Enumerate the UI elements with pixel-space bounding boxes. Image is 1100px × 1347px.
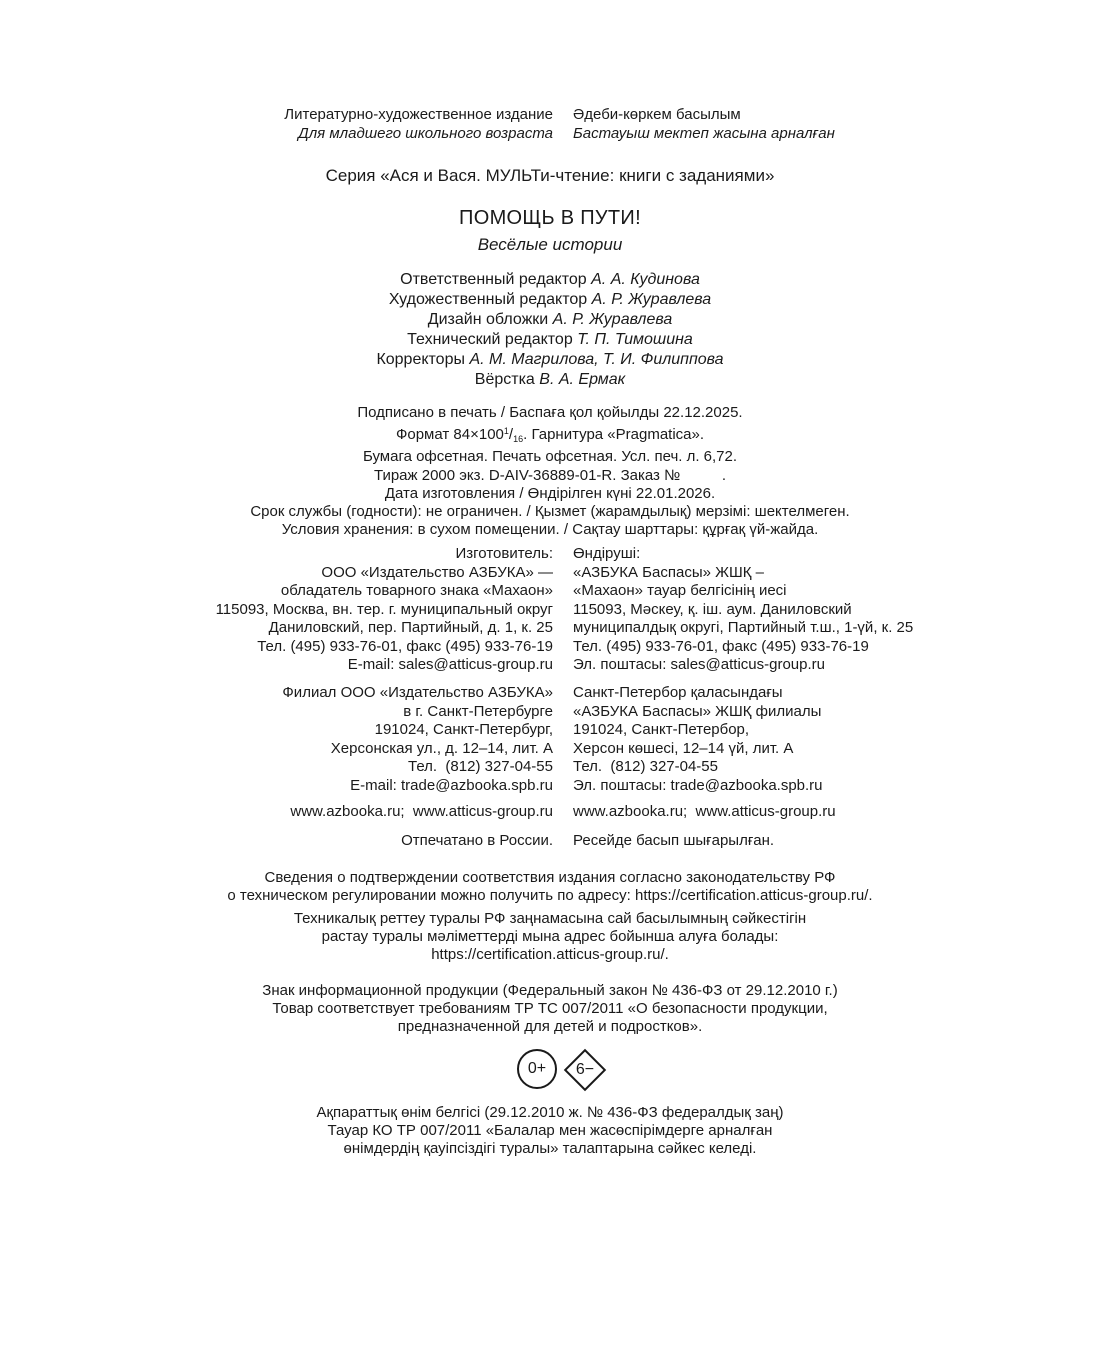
- info-kz-line: Ақпараттық өнім белгісі (29.12.2010 ж. № 436-ФЗ федералдық заң): [316, 1104, 784, 1121]
- format-numerator: 1: [503, 426, 509, 437]
- credit-role: Дизайн обложки: [427, 311, 549, 328]
- branch-ru-email: E-mail: trade@azbooka.spb.ru: [350, 776, 553, 794]
- format-prefix: Формат 84×100: [395, 426, 504, 444]
- certification-kz-line: https://certification.atticus-group.ru/.: [431, 946, 669, 964]
- credit-line: [0, 290, 1100, 310]
- info-product-kz: [0, 1104, 1100, 1159]
- branch-ru-line: 191024, Санкт-Петербург,: [374, 721, 553, 738]
- credit-line: [0, 270, 1100, 290]
- credits-block: [0, 270, 1100, 390]
- format-suffix: . Гарнитура «Pragmatica».: [523, 426, 705, 444]
- manufacturer-kz-line: Өндіруші:: [573, 545, 641, 562]
- format-separator: /: [508, 426, 514, 444]
- printed-kz: Ресейде басып шығарылған.: [573, 832, 775, 849]
- manufacturer-ru-line: Даниловский, пер. Партийный, д. 1, к. 25: [268, 619, 553, 636]
- info-ru-line: Товар соответствует требованиям ТР ТС 007/2011 «О безопасности продукции,: [272, 1000, 828, 1018]
- format-line: [0, 422, 1100, 448]
- web-ru: www.azbooka.ru; www.atticus-group.ru: [290, 803, 553, 820]
- signed-date: Подписано в печать / Баспаға қол қойылды 22.12.2025.: [357, 404, 743, 421]
- info-ru-line: Знак информационной продукции (Федеральный закон № 436-ФЗ от 29.12.2010 г.): [262, 982, 838, 999]
- credit-name: А. М. Магрилова, Т. И. Филиппова: [469, 351, 724, 368]
- edition-type-kz-line: Әдеби-көркем басылым: [573, 106, 741, 123]
- branch-kz-line: Санкт-Петербор қаласындағы: [573, 684, 783, 701]
- manufacturer-kz-line: «АЗБУКА Баспасы» ЖШҚ –: [573, 563, 764, 581]
- manufacturer-kz-line: Тел. (495) 933-76-01, факс (495) 933-76-19: [573, 637, 869, 655]
- credit-line: [0, 330, 1100, 350]
- manufacturer-ru: [216, 545, 553, 675]
- credit-role: Художественный редактор: [388, 291, 588, 308]
- credit-role: Корректоры: [376, 351, 465, 368]
- branch-ru-line: Тел. (812) 327-04-55: [408, 758, 553, 775]
- credit-role: Вёрстка: [474, 371, 535, 388]
- info-kz-line: өнімдердің қауіпсіздігі туралы» талаптарына сәйкес келеді.: [343, 1140, 757, 1158]
- credit-name: Т. П. Тимошина: [577, 331, 693, 348]
- manufacturer-kz: [573, 545, 913, 675]
- credit-role: Технический редактор: [407, 331, 573, 348]
- printed-ru: Отпечатано в России.: [401, 832, 553, 849]
- age-rating-diamond-label: 6−: [575, 1061, 595, 1078]
- certification-kz: [0, 910, 1100, 965]
- edition-type-kz: [573, 106, 835, 143]
- web-kz: www.azbooka.ru; www.atticus-group.ru: [573, 803, 836, 820]
- age-rating-circle: 0+: [517, 1049, 557, 1089]
- certification-kz-line: растау туралы мәліметтерді мына адрес бойынша алуға болады:: [321, 928, 779, 946]
- book-subtitle: Весёлые истории: [477, 235, 623, 254]
- manufacturer-ru-line: 115093, Москва, вн. тер. г. муниципальный округ: [215, 600, 553, 618]
- credit-line: [0, 370, 1100, 390]
- manufacturer-kz-line: «Махаон» тауар белгісінің иесі: [573, 582, 787, 599]
- credit-line: [0, 310, 1100, 330]
- manufacturer-kz-line: муниципалдық округі, Партийный т.ш., 1-үй, к. 25: [573, 619, 914, 636]
- branch-kz-line: Тел. (812) 327-04-55: [573, 758, 718, 775]
- storage-conditions: Условия хранения: в сухом помещении. / Сақтау шарттары: құрғақ үй-жайда.: [281, 521, 819, 539]
- branch-kz-line: 191024, Санкт-Петербор,: [573, 721, 750, 738]
- service-life: Срок службы (годности): не ограничен. / Қызмет (жарамдылық) мерзімі: шектелмеген.: [250, 503, 850, 521]
- branch-kz-line: Херсон көшесі, 12–14 үй, лит. А: [573, 739, 794, 757]
- manufacturer-ru-line: Тел. (495) 933-76-01, факс (495) 933-76-19: [257, 637, 553, 655]
- manufacture-date: Дата изготовления / Өндірілген күні 22.01.2026.: [384, 484, 716, 502]
- certification-ru-line: Сведения о подтверждении соответствия издания согласно законодательству РФ: [264, 869, 836, 886]
- book-title: ПОМОЩЬ В ПУТИ!: [459, 207, 641, 229]
- branch-kz: [573, 684, 823, 795]
- certification-ru: [0, 869, 1100, 905]
- age-group-kz: Бастауыш мектеп жасына арналған: [573, 124, 835, 142]
- manufacturer-ru-line: обладатель товарного знака «Махаон»: [280, 582, 553, 599]
- manufacturer-kz-line: 115093, Мәскеу, қ. іш. аум. Даниловский: [573, 600, 852, 618]
- info-product-ru: [0, 982, 1100, 1037]
- format-denominator: 16: [513, 434, 524, 445]
- credit-name: В. А. Ермак: [539, 371, 626, 388]
- credit-role: Ответственный редактор: [400, 271, 587, 288]
- info-ru-line: предназначенной для детей и подростков».: [397, 1018, 703, 1036]
- edition-type-ru-line: Литературно-художественное издание: [284, 106, 553, 123]
- edition-type-ru: [284, 106, 553, 143]
- branch-kz-line: «АЗБУКА Баспасы» ЖШҚ филиалы: [573, 702, 822, 720]
- age-rating-badges: [517, 1048, 611, 1092]
- series-line: Серия «Ася и Вася. МУЛЬТи-чтение: книги с заданиями»: [325, 166, 775, 185]
- branch-ru-line: Херсонская ул., д. 12–14, лит. А: [330, 739, 553, 757]
- certification-kz-line: Техникалық реттеу туралы РФ заңнамасына сай басылымның сәйкестігін: [293, 910, 807, 927]
- credit-name: А. Р. Журавлева: [591, 291, 712, 308]
- print-details: [0, 404, 1100, 539]
- branch-kz-email: Эл. поштасы: trade@azbooka.spb.ru: [573, 776, 823, 794]
- certification-ru-line: о техническом регулировании можно получить по адресу: https://certification.atticus-group.ru/.: [227, 887, 873, 905]
- branch-ru-line: в г. Санкт-Петербурге: [403, 702, 553, 720]
- print-run: Тираж 2000 экз. D-AIV-36889-01-R. Заказ № .: [373, 466, 727, 484]
- age-rating-diamond: [563, 1048, 607, 1092]
- branch-ru: [282, 684, 553, 795]
- manufacturer-ru-email: E-mail: sales@atticus-group.ru: [347, 656, 553, 673]
- manufacturer-kz-email: Эл. поштасы: sales@atticus-group.ru: [573, 656, 825, 673]
- credit-name: А. А. Кудинова: [591, 271, 700, 288]
- paper-line: Бумага офсетная. Печать офсетная. Усл. печ. л. 6,72.: [362, 448, 738, 466]
- age-group-ru: Для младшего школьного возраста: [298, 124, 553, 142]
- info-kz-line: Тауар КО ТР 007/2011 «Балалар мен жасөспірімдерге арналған: [327, 1122, 773, 1140]
- manufacturer-ru-line: ООО «Издательство АЗБУКА» —: [321, 563, 553, 581]
- credit-name: А. Р. Журавлева: [552, 311, 673, 328]
- branch-ru-line: Филиал ООО «Издательство АЗБУКА»: [282, 684, 553, 701]
- manufacturer-ru-line: Изготовитель:: [455, 545, 553, 562]
- credit-line: [0, 350, 1100, 370]
